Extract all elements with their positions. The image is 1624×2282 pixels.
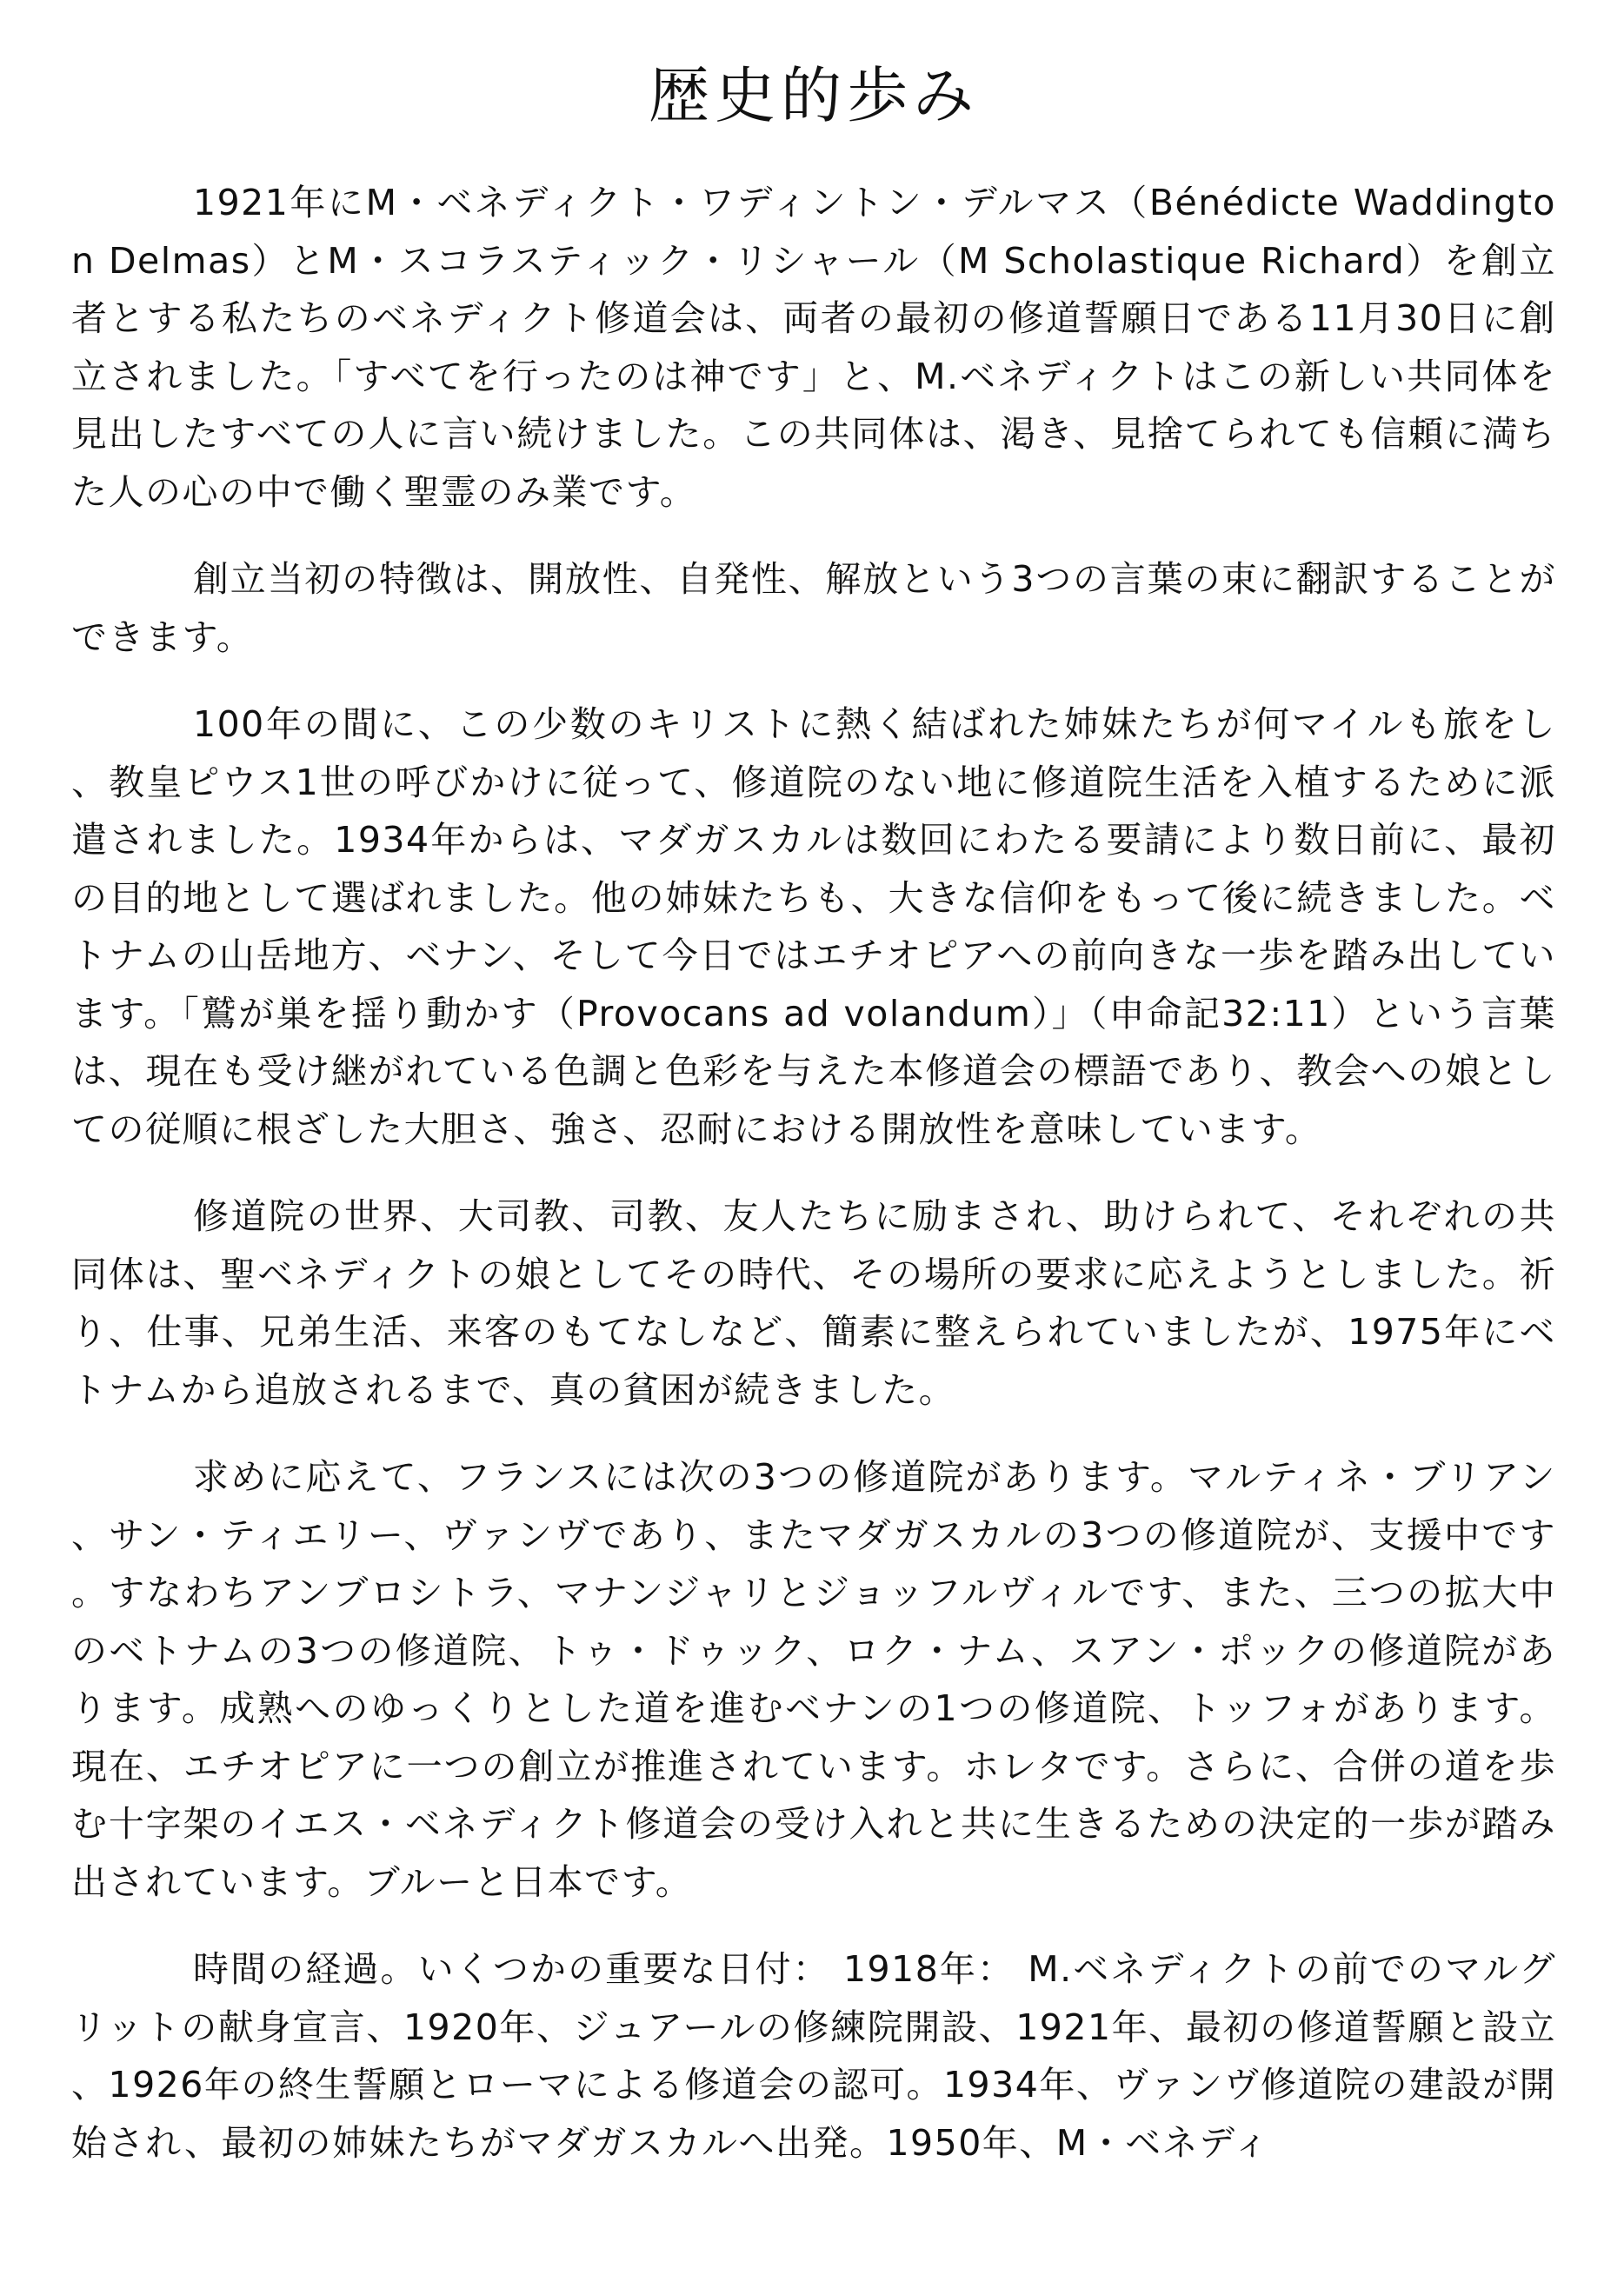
paragraph-expansion: 100年の間に、この少数のキリストに熱く結ばれた姉妹たちが何マイルも旅をし、教皇ピウス1世の呼びかけに従って、修道院のない地に修道院生活を入植するために派遣されました。1934年からは、マダガスカルは数回にわたる要請により数日前に、最初の目的地として選ばれました。他の姉妹たちも、大きな信仰をもって後に続きました。ベトナムの山岳地方、ベナン、そして今日ではエチオピアへの前向きな一歩を踏み出しています。「鷲が巣を揺り動かす（Provocans ad volandum）」（申命記32:11）という言葉は、現在も受け継がれている色調と色彩を与えた本修道会の標語であり、教会への娘としての従順に根ざした大胆さ、強さ、忍耐における開放性を意味しています。 — [71, 703, 1557, 1150]
paragraph-founding: 1921年にM・ベネディクト・ワディントン・デルマス（Bénédicte Waddington Delmas）とM・スコラスティック・リシャール（M Scholastique Richard）を創立者とする私たちのベネディクト修道会は、両者の最初の修道誓願日である11月30日に創立されました。「すべてを行ったのは神です」と、M.ベネディクトはこの新しい共同体を見出したすべての人に言い続けました。この共同体は、渇き、見捨てられても信頼に満ちた人の心の中で働く聖霊のみ業です。 — [71, 182, 1556, 513]
paragraph-timeline: 時間の経過。いくつかの重要な日付： 1918年： M.ベネディクトの前でのマルグリットの献身宣言、1920年、ジュアールの修練院開設、1921年、最初の修道誓願と設立、1926年の終生誓願とローマによる修道会の認可。1934年、ヴァンヴ修道院の建設が開始され、最初の姉妹たちがマダガスカルへ出発。1950年、M・ベネディ — [71, 1948, 1556, 2164]
page-title: 歴史的歩み — [649, 60, 979, 131]
paragraph-monasteries: 求めに応えて、フランスには次の3つの修道院があります。マルティネ・ブリアン、サン・ティエリー、ヴァンヴであり、またマダガスカルの3つの修道院が、支援中です。すなわちアンブロシトラ、マナンジャリとジョッフルヴィルです、また、三つの拡大中のベトナムの3つの修道院、トゥ・ドゥック、ロク・ナム、スアン・ポックの修道院があります。成熟へのゆっくりとした道を進むベナンの1つの修道院、トッフォがあります。現在、エチオピアに一つの創立が推進されています。ホレタです。さらに、合併の道を歩む十字架のイエス・ベネディクト修道会の受け入れと共に生きるための決定的一歩が踏み出されています。ブルーと日本です。 — [71, 1456, 1557, 1903]
paragraph-communities: 修道院の世界、大司教、司教、友人たちに励まされ、助けられて、それぞれの共同体は、聖ベネディクトの娘としてその時代、その場所の要求に応えようとしました。祈り、仕事、兄弟生活、来客のもてなしなど、簡素に整えられていましたが、1975年にベトナムから追放されるまで、真の貧困が続きました。 — [71, 1195, 1556, 1411]
paragraph-characteristics: 創立当初の特徴は、開放性、自発性、解放という3つの言葉の束に翻訳することができます。 — [71, 558, 1556, 658]
